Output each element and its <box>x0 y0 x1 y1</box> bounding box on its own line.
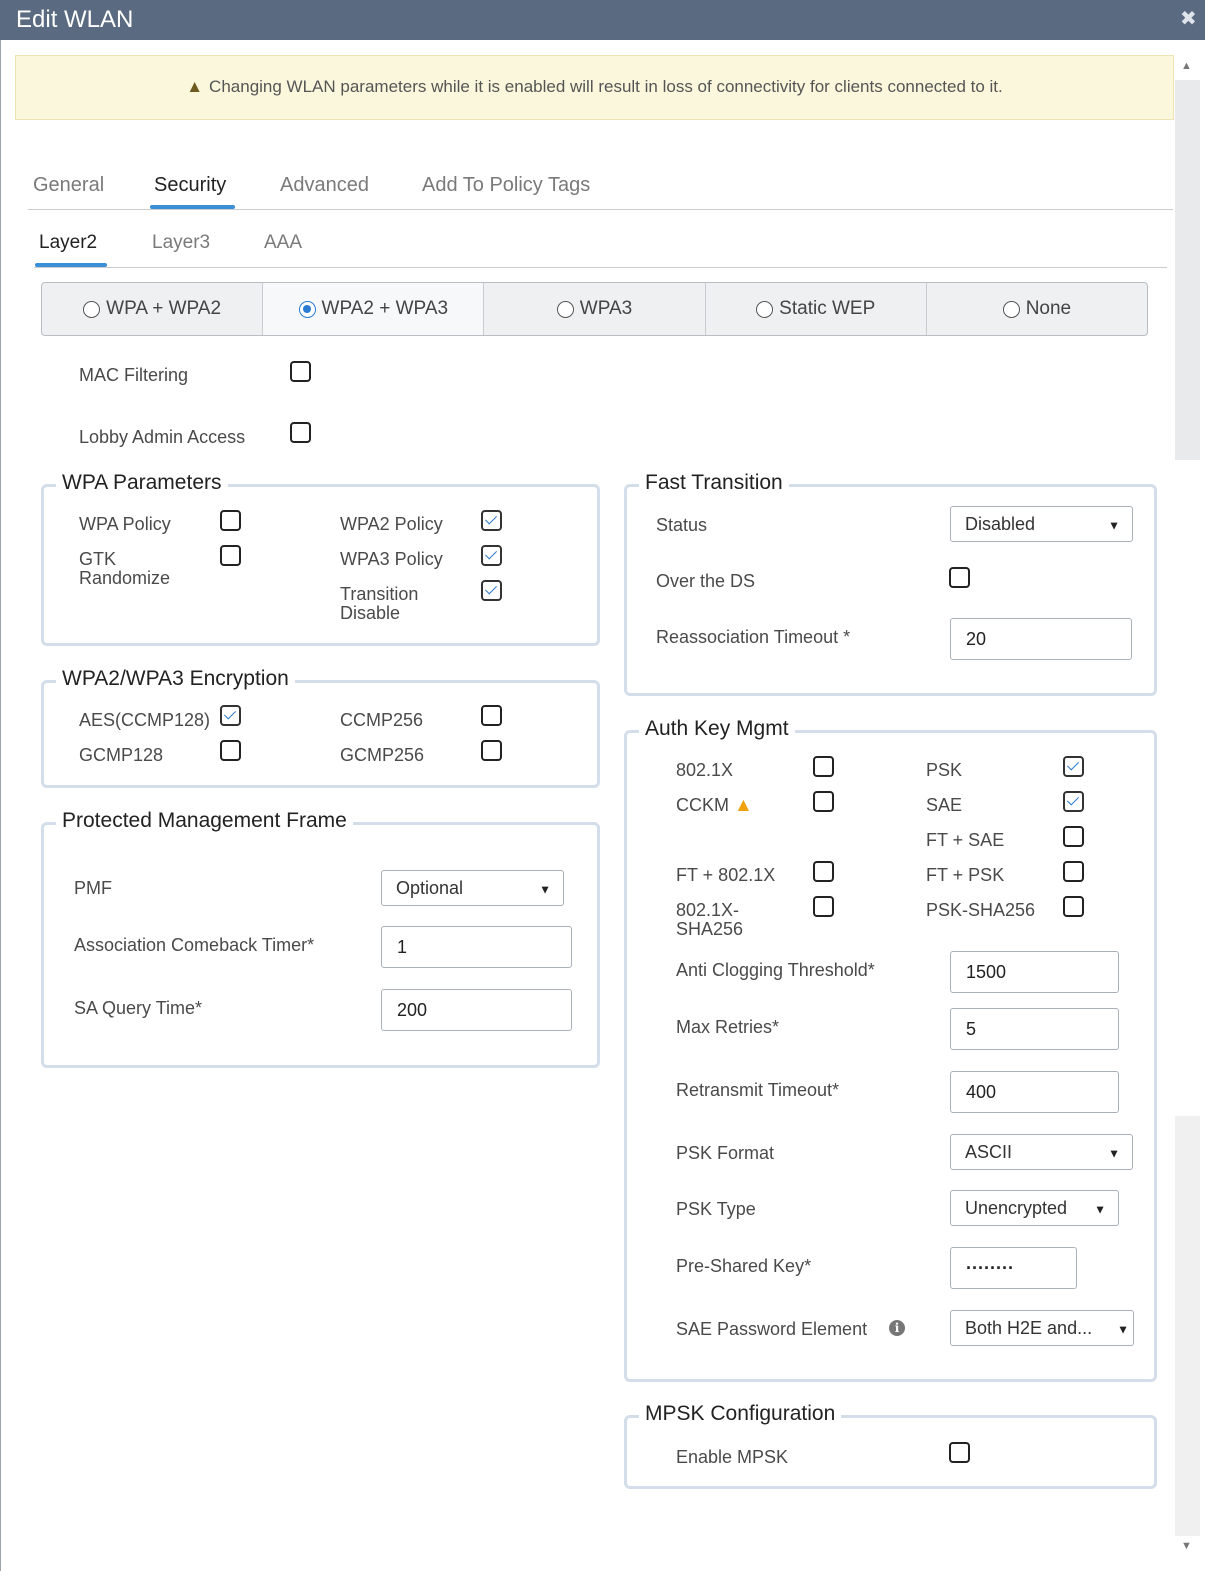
comeback-timer-input[interactable]: 1 <box>381 926 572 968</box>
reassoc-timeout-label: Reassociation Timeout * <box>656 627 851 647</box>
scrollbar-thumb[interactable] <box>1175 80 1200 460</box>
radio-wpa3[interactable]: WPA3 <box>484 283 705 335</box>
gcmp128-label: GCMP128 <box>79 745 164 765</box>
ft-status-select[interactable]: Disabled ▼ <box>950 506 1133 542</box>
radio-wpa2-wpa3[interactable]: WPA2 + WPA3 <box>263 283 484 335</box>
gcmp256-checkbox[interactable] <box>481 740 502 761</box>
ccmp256-checkbox[interactable] <box>481 705 502 726</box>
anti-clogging-label: Anti Clogging Threshold* <box>676 960 875 980</box>
ccmp256-label: CCMP256 <box>340 710 424 730</box>
enable-mpsk-label: Enable MPSK <box>676 1447 789 1467</box>
radio-circle <box>83 301 100 318</box>
akm-sae-checkbox[interactable] <box>1063 791 1084 812</box>
akm-dot1x-sha256-checkbox[interactable] <box>813 896 834 917</box>
akm-sae-label: SAE <box>926 795 963 815</box>
gtk-randomize-label: GTK Randomize <box>79 549 171 588</box>
chevron-down-icon: ▼ <box>1117 1322 1129 1337</box>
fast-transition-legend: Fast Transition <box>639 471 789 495</box>
psk-key-input[interactable]: ········ <box>950 1247 1077 1289</box>
warning-text: Changing WLAN parameters while it is enabled will result in loss of connectivity for clients connected to it. <box>209 77 1003 96</box>
subtab-layer3[interactable]: Layer3 <box>152 232 211 253</box>
tab-advanced[interactable]: Advanced <box>280 174 369 196</box>
radio-wpa-wpa2[interactable]: WPA + WPA2 <box>42 283 263 335</box>
scrollbar-track <box>1175 1116 1200 1536</box>
tab-general[interactable]: General <box>33 174 105 196</box>
comeback-timer-label: Association Comeback Timer* <box>74 935 315 955</box>
wpa-policy-label: WPA Policy <box>79 514 171 534</box>
akm-cckm-label: CCKM ▲ <box>676 795 753 816</box>
scroll-down-arrow[interactable]: ▼ <box>1181 1540 1192 1552</box>
mac-filtering-label: MAC Filtering <box>79 365 189 385</box>
radio-circle <box>1003 301 1020 318</box>
subtab-aaa[interactable]: AAA <box>264 232 303 253</box>
retransmit-timeout-input[interactable]: 400 <box>950 1071 1119 1113</box>
subtab-layer2[interactable]: Layer2 <box>39 232 98 253</box>
akm-ft-dot1x-checkbox[interactable] <box>813 861 834 882</box>
chevron-down-icon: ▼ <box>1108 1146 1120 1161</box>
enable-mpsk-checkbox[interactable] <box>949 1442 970 1463</box>
wpa2-policy-label: WPA2 Policy <box>340 514 443 534</box>
active-subtab-indicator <box>35 263 107 267</box>
radio-static-wep[interactable]: Static WEP <box>706 283 927 335</box>
close-icon[interactable]: ✖ <box>1180 8 1197 30</box>
psk-key-label: Pre-Shared Key* <box>676 1256 812 1276</box>
gcmp128-checkbox[interactable] <box>220 740 241 761</box>
over-ds-label: Over the DS <box>656 571 756 591</box>
chevron-down-icon: ▼ <box>539 882 551 897</box>
psk-type-label: PSK Type <box>676 1199 756 1219</box>
akm-psk-label: PSK <box>926 760 963 780</box>
warning-icon: ▲ <box>186 77 204 96</box>
mac-filtering-checkbox[interactable] <box>290 361 311 382</box>
radio-circle <box>557 301 574 318</box>
wpa-policy-checkbox[interactable] <box>220 510 241 531</box>
pmf-select[interactable]: Optional ▼ <box>381 870 564 906</box>
akm-dot1x-sha256-label: 802.1X- SHA256 <box>676 900 744 939</box>
akm-ft-psk-label: FT + PSK <box>926 865 1005 885</box>
tab-security[interactable]: Security <box>154 174 227 196</box>
subtab-divider <box>34 267 1167 268</box>
aes-ccmp128-label: AES(CCMP128) <box>79 710 211 730</box>
lobby-admin-checkbox[interactable] <box>290 422 311 443</box>
pmf-legend: Protected Management Frame <box>56 809 353 833</box>
radio-none[interactable]: None <box>927 283 1147 335</box>
wpa-parameters-legend: WPA Parameters <box>56 471 228 495</box>
transition-disable-checkbox[interactable] <box>481 580 502 601</box>
anti-clogging-input[interactable]: 1500 <box>950 951 1119 993</box>
max-retries-label: Max Retries* <box>676 1017 780 1037</box>
reassoc-timeout-input[interactable]: 20 <box>950 618 1132 660</box>
security-mode-group <box>41 282 1148 336</box>
aes-ccmp128-checkbox[interactable] <box>220 705 241 726</box>
mpsk-legend: MPSK Configuration <box>639 1402 841 1426</box>
info-icon[interactable]: i <box>889 1320 905 1336</box>
sae-pwe-label: SAE Password Element <box>676 1319 868 1339</box>
transition-disable-label: Transition Disable <box>340 584 419 623</box>
sa-query-input[interactable]: 200 <box>381 989 572 1031</box>
ft-status-label: Status <box>656 515 708 535</box>
window-title: Edit WLAN <box>16 6 134 33</box>
title-bar <box>0 0 1205 40</box>
chevron-down-icon: ▼ <box>1094 1202 1106 1217</box>
lobby-admin-label: Lobby Admin Access <box>79 427 246 447</box>
tab-add-to-policy-tags[interactable]: Add To Policy Tags <box>422 174 591 196</box>
radio-circle <box>756 301 773 318</box>
scroll-up-arrow[interactable]: ▲ <box>1181 60 1192 72</box>
akm-ft-psk-checkbox[interactable] <box>1063 861 1084 882</box>
tab-divider <box>28 209 1173 210</box>
sae-pwe-select[interactable]: Both H2E and... ▼ <box>950 1310 1134 1346</box>
active-tab-indicator <box>150 205 235 209</box>
gcmp256-label: GCMP256 <box>340 745 425 765</box>
akm-dot1x-label: 802.1X <box>676 760 734 780</box>
psk-format-label: PSK Format <box>676 1143 775 1163</box>
over-ds-checkbox[interactable] <box>949 567 970 588</box>
wpa3-policy-label: WPA3 Policy <box>340 549 443 569</box>
psk-format-select[interactable]: ASCII ▼ <box>950 1134 1133 1170</box>
akm-ft-sae-label: FT + SAE <box>926 830 1005 850</box>
auth-key-mgmt-legend: Auth Key Mgmt <box>639 717 795 741</box>
warning-banner <box>15 55 1174 120</box>
chevron-down-icon: ▼ <box>1108 518 1120 533</box>
akm-cckm-checkbox[interactable] <box>813 791 834 812</box>
max-retries-input[interactable]: 5 <box>950 1008 1119 1050</box>
psk-type-select[interactable]: Unencrypted ▼ <box>950 1190 1119 1226</box>
pmf-label: PMF <box>74 878 112 898</box>
warning-icon: ▲ <box>734 795 753 816</box>
encryption-panel <box>41 680 600 788</box>
akm-ft-dot1x-label: FT + 802.1X <box>676 865 776 885</box>
akm-ft-sae-checkbox[interactable] <box>1063 826 1084 847</box>
akm-dot1x-checkbox[interactable] <box>813 756 834 777</box>
sa-query-label: SA Query Time* <box>74 998 203 1018</box>
scrollbar[interactable] <box>1175 56 1205 1571</box>
akm-psk-checkbox[interactable] <box>1063 756 1084 777</box>
wpa2-policy-checkbox[interactable] <box>481 510 502 531</box>
encryption-legend: WPA2/WPA3 Encryption <box>56 667 295 691</box>
gtk-randomize-checkbox[interactable] <box>220 545 241 566</box>
retransmit-timeout-label: Retransmit Timeout* <box>676 1080 840 1100</box>
akm-psk-sha256-label: PSK-SHA256 <box>926 900 1036 920</box>
akm-psk-sha256-checkbox[interactable] <box>1063 896 1084 917</box>
wpa3-policy-checkbox[interactable] <box>481 545 502 566</box>
radio-circle-selected <box>299 301 316 318</box>
